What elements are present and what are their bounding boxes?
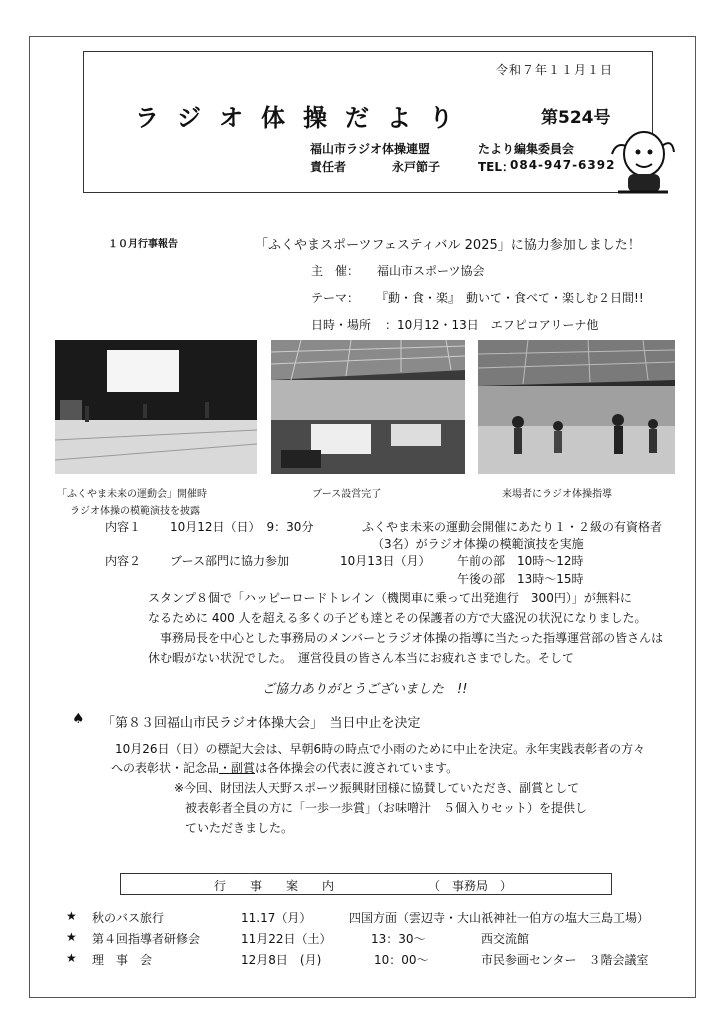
event-place: 四国方面（雲辺寺・大山祇神社一伯方の塩大三島工場） (349, 911, 650, 925)
event-name: 第４回指導者研修会 (92, 932, 201, 946)
event-place: 市民参画センター ３階会議室 (481, 953, 649, 967)
photo-caption-1: 「ふくやま未来の運動会」開催時 (57, 489, 207, 500)
mascot-illustration (608, 124, 678, 202)
content2-date: 10月13日（月） (340, 554, 431, 568)
tournament-line-1: 10月26日（日）の標記大会は、早朝6時の時点で小雨のために中止を決定。永年実践表彰者の方々 (115, 742, 646, 756)
event-date: 11月22日（土） (241, 932, 332, 946)
photo-booth-setup (271, 340, 465, 474)
events-header-box (120, 873, 612, 895)
content2-am: 午前の部 10時～12時 (457, 554, 584, 568)
content1-desc2: （3名）がラジオ体操の模範演技を実施 (372, 537, 584, 551)
photo-caption-2: ブース設営完了 (312, 489, 382, 500)
event-name: 秋のバス旅行 (92, 911, 165, 925)
tournament-note-1: ※今回、財団法人天野スポーツ振興財団様に協賛していただき、副賞として (174, 781, 580, 795)
content2-desc: ブース部門に協力参加 (170, 554, 290, 568)
datetime-value: ：10月12・13日 エフピコアリーナ他 (385, 318, 599, 332)
tournament-line-2 (111, 759, 458, 776)
report-headline: 「ふくやまスポーツフェスティバル 2025」に協力参加しました！ (255, 238, 641, 253)
report-heading: １０月行事報告 (108, 239, 178, 250)
theme-label: テーマ： (311, 291, 360, 305)
datetime-label: 日時・場所 (311, 318, 372, 332)
tel-number: 084-947-6392 (510, 158, 616, 172)
star-icon: ★ (66, 909, 77, 923)
report-para-4: 休む暇がない状況でした。 運営役員の皆さん本当にお疲れさまでした。そして (148, 651, 575, 665)
report-para-3: 事務局長を中心とした事務局のメンバーとラジオ体操の指導に当たった指導運営部の皆さんは (160, 631, 664, 645)
content1-label: 内容１ (105, 520, 142, 534)
responsible-name: 永戸節子 (392, 160, 441, 174)
event-name: 理 事 会 (92, 953, 153, 967)
content2-pm: 午後の部 13時～15時 (457, 572, 584, 586)
event-place: 西交流館 (481, 932, 530, 946)
report-para-1: スタンプ８個で「ハッピーロードトレイン（機関車に乗って出発進行 300円）」が無料に (148, 591, 632, 605)
tournament-note-3: ていただきました。 (185, 821, 294, 835)
photo-caption-1-line2: ラジオ体操の模範演技を披露 (70, 506, 200, 517)
responsible-label: 責任者 (310, 160, 347, 174)
org-name: 福山市ラジオ体操連盟 (310, 142, 431, 156)
tel-label: TEL： (478, 160, 515, 174)
issue-date: 令和７年１１月１日 (496, 63, 614, 77)
tournament-line-2a: への表彰状・記念品 (111, 761, 220, 775)
tournament-line-2c: は各体操会の代表に渡されています。 (255, 761, 459, 775)
star-icon: ★ (66, 930, 77, 944)
tournament-line-2b: ・副賞 (219, 761, 256, 775)
report-thanks: ご協力ありがとうございました !! (262, 682, 468, 697)
photo-radio-exercise-guidance (478, 340, 675, 474)
host-value: 福山市スポーツ協会 (377, 264, 485, 278)
tournament-note-2: 被表彰者全員の方に「一歩一歩賞」（お味噌汁 ５個入りセット）を提供し (185, 801, 588, 815)
events-header-org: （ 事務局 ） (428, 879, 513, 893)
event-date: 11.17（月） (241, 911, 312, 925)
spade-icon: ♠ (72, 711, 85, 727)
newsletter-title: ラジオ体操だより (135, 104, 471, 132)
star-icon: ★ (66, 951, 77, 965)
host-label: 主 催： (311, 264, 360, 278)
content1-desc1: ふくやま未来の運動会開催にあたり１・２級の有資格者 (362, 520, 663, 534)
photo-sports-day (55, 340, 257, 474)
content2-label: 内容２ (105, 554, 142, 568)
theme-value: 『動・食・楽』 動いて・食べて・楽しむ２日間!! (376, 291, 644, 305)
report-para-2: なるために 400 人を超える多くの子ども達とその保護者の方で大盛況の状況になりました。 (148, 611, 647, 625)
committee-name: たより編集委員会 (478, 142, 575, 156)
content1-date: 10月12日（日） 9：30分 (170, 520, 314, 534)
photo-caption-3: 来場者にラジオ体操指導 (502, 489, 612, 500)
events-header-title: 行 事 案 内 (214, 879, 341, 893)
event-time: 13：30～ (371, 932, 426, 946)
tournament-title: 「第８３回福山市民ラジオ体操大会」 当日中止を決定 (102, 716, 421, 731)
event-time: 10：00～ (374, 953, 429, 967)
issue-number: 第524号 (541, 108, 611, 128)
event-date: 12月8日 (月) (241, 953, 322, 967)
